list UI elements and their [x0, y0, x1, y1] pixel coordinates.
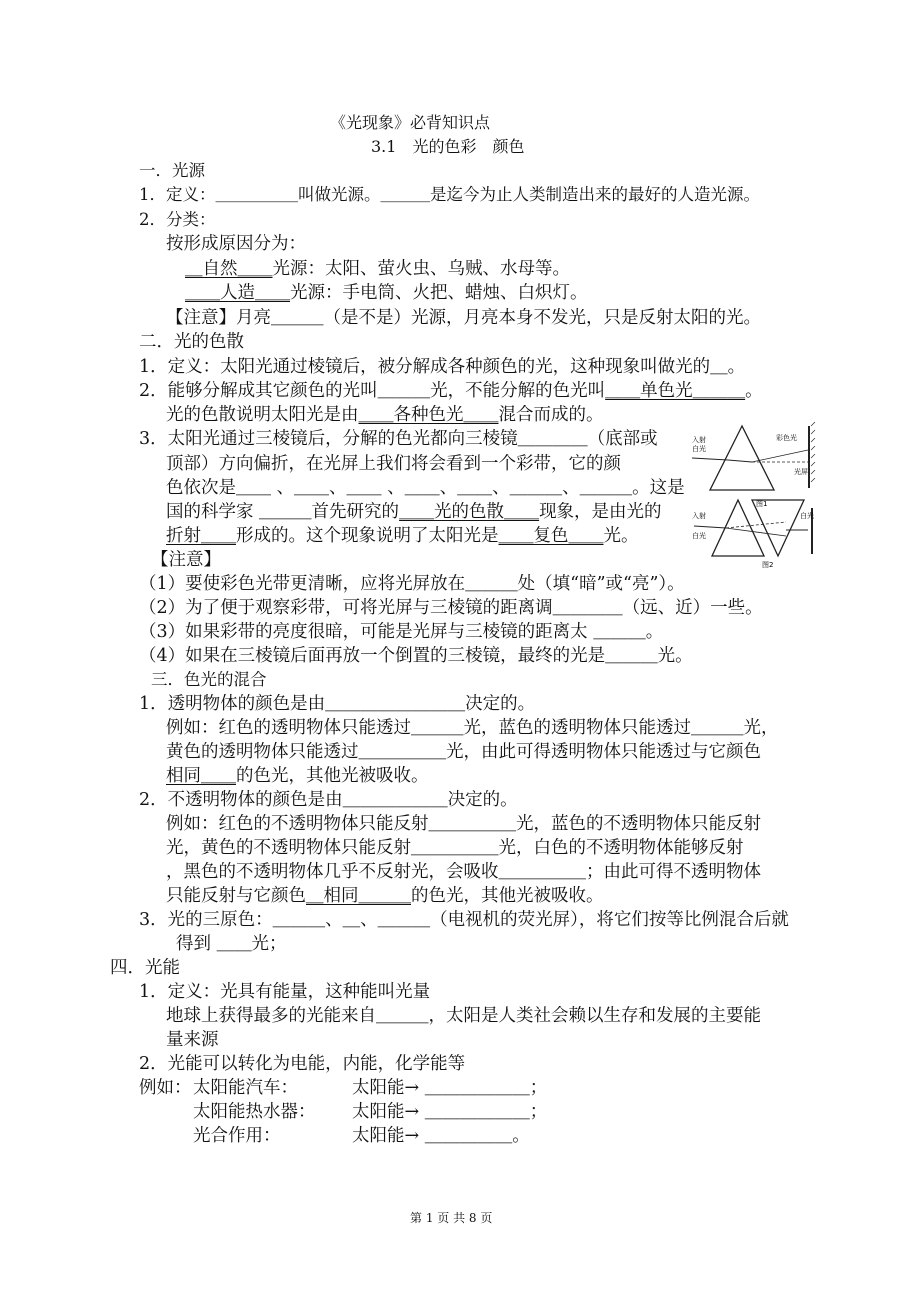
text-segment: 光源：手电筒、火把、蜡烛、白炽灯。 [290, 283, 588, 303]
figure-label: 入射 [692, 512, 706, 520]
answer-filled: ＿自然＿＿ [185, 259, 273, 279]
text-segment: 光的色散说明太阳光是由 [166, 405, 359, 425]
text-segment: 光源：太阳、萤火虫、乌贼、水母等。 [272, 259, 570, 279]
answer-filled: ＿＿单色光＿＿＿ [605, 381, 746, 401]
text-segment: 国的科学家 ＿＿＿首先研究的 [166, 502, 400, 522]
text-line: 量来源 [166, 1030, 219, 1050]
answer-blank: ＿＿＿＿＿＿ [424, 1078, 530, 1098]
text-line: 1．定义：＿＿＿＿＿叫做光源。＿＿＿是迄今为止人类制造出来的最好的人造光源。 [139, 185, 760, 204]
text-line: 2．光能可以转化为电能，内能，化学能等 [139, 1054, 466, 1074]
section-heading: 四．光能 [110, 958, 180, 978]
answer-filled: ＿＿光的色散＿＿ [399, 502, 540, 522]
text-line: 色依次是＿＿ 、＿＿、＿＿ 、＿＿、＿＿、＿＿＿、＿＿＿。这是 [166, 478, 685, 498]
figure-2 [692, 500, 814, 568]
text-line: 例如：红色的不透明物体只能反射＿＿＿＿＿光，蓝色的不透明物体只能反射 [166, 814, 761, 834]
figure-label: 彩色光 [776, 434, 797, 442]
example-name: 太阳能汽车： [193, 1078, 298, 1098]
text-line [166, 765, 429, 787]
prism-icon [710, 426, 774, 490]
text-segment: 太阳能→ [352, 1078, 420, 1098]
text-segment: 只能反射与它颜色 [166, 886, 306, 906]
figure-caption: 图2 [762, 561, 774, 568]
answer-filled: ＿相同＿＿＿ [306, 886, 411, 906]
text-line [352, 1077, 547, 1099]
text-segment: 。 [745, 381, 763, 401]
example-name: 光合作用： [193, 1126, 281, 1146]
text-line: 地球上获得最多的光能来自＿＿＿，太阳是人类社会赖以生存和发展的主要能 [166, 1006, 761, 1026]
answer-blank: ＿＿＿＿＿ [424, 1126, 513, 1146]
figure-1 [692, 422, 815, 508]
text-segment: 太阳能→ [352, 1102, 420, 1122]
text-line: 顶部）方向偏折，在光屏上我们将会看到一个彩带，它的颜 [166, 454, 621, 474]
note-line: （4）如果在三棱镜后面再放一个倒置的三棱镜，最终的光是＿＿＿光。 [139, 646, 693, 666]
text-line: 光，黄色的不透明物体只能反射＿＿＿＿＿光，白色的不透明物体能够反射 [166, 838, 744, 858]
text-line: 2．不透明物体的颜色是由＿＿＿＿＿＿决定的。 [139, 790, 518, 810]
text-segment: 现象，是由光的 [539, 502, 662, 522]
note-line: （2）为了便于观察彩带，可将光屏与三棱镜的距离调＿＿＿＿（远、近）一些。 [139, 598, 763, 618]
text-line: 得到 ＿＿光； [176, 934, 287, 954]
section-heading: 一．光源 [139, 161, 205, 180]
text-line: ，黑色的不透明物体几乎不反射光，会吸收＿＿＿＿＿；由此可得不透明物体 [166, 862, 761, 882]
text-line: 黄色的透明物体只能透过＿＿＿＿＿光，由此可得透明物体只能透过与它颜色 [166, 742, 761, 762]
text-line: 1．透明物体的颜色是由＿＿＿＿＿＿＿＿决定的。 [139, 694, 536, 714]
text-segment: 2．能够分解成其它颜色的光叫＿＿＿光，不能分解的色光叫 [139, 381, 606, 401]
answer-filled: 相同＿＿ [166, 766, 236, 786]
text-line: 1．定义：太阳光通过棱镜后，被分解成各种颜色的光，这种现象叫做光的＿。 [139, 357, 746, 377]
text-segment: 。 [512, 1126, 530, 1146]
example-name: 太阳能热水器： [193, 1102, 316, 1122]
text-line [139, 380, 763, 402]
answer-blank: ＿＿＿＿＿＿ [424, 1102, 530, 1122]
note-line: 【注意】月亮＿＿＿（是不是）光源，月亮本身不发光，只是反射太阳的光。 [166, 308, 761, 328]
dispersed-ray [752, 450, 808, 462]
figure-caption: 图1 [756, 500, 768, 508]
text-line: 2．分类： [139, 210, 216, 229]
figure-label: 白光 [692, 445, 706, 453]
text-segment: 光。 [603, 526, 639, 546]
page-footer: 第 1 页 共 8 页 [410, 1211, 493, 1225]
section-heading: 三．色光的混合 [151, 670, 267, 689]
figure-label: 白光 [800, 512, 814, 520]
text-line [166, 885, 604, 907]
text-segment: ； [529, 1102, 548, 1122]
answer-filled: 折射＿＿ [166, 526, 236, 546]
text-line: 3．光的三原色：＿＿＿、＿、＿＿＿（电视机的荧光屏），将它们按等比例混合后就 [139, 910, 789, 930]
note-line: （1）要使彩色光带更清晰，应将光屏放在＿＿＿处（填“暗”或“亮”）。 [139, 574, 685, 594]
text-line: 例如：红色的透明物体只能透过＿＿＿光，蓝色的透明物体只能透过＿＿＿光， [166, 718, 779, 738]
incident-ray [692, 458, 728, 460]
text-line: 3．太阳光通过三棱镜后，分解的色光都向三棱镜＿＿＿＿（底部或 [139, 429, 658, 449]
refracted-ray [728, 460, 752, 462]
text-line [185, 282, 588, 304]
text-line [166, 525, 639, 547]
text-segment: 的色光，其他光被吸收。 [236, 766, 429, 786]
example-label: 例如： [139, 1078, 192, 1098]
text-segment: 太阳能→ [352, 1126, 420, 1146]
text-segment: 的色光，其他光被吸收。 [411, 886, 604, 906]
text-line [166, 501, 662, 523]
figure-label: 入射 [692, 436, 706, 444]
text-line [352, 1125, 530, 1147]
page-subtitle: 3.1 光的色彩 颜色 [371, 137, 525, 156]
figure-label: 白光 [692, 532, 706, 540]
text-line: 1．定义：光具有能量，这种能叫光量 [139, 982, 431, 1002]
figure-label: 光屏 [794, 468, 808, 476]
text-line [352, 1101, 547, 1123]
note-heading: 【注意】 [151, 550, 221, 570]
answer-filled: ＿＿复色＿＿ [498, 526, 604, 546]
answer-filled: ＿＿人造＿＿ [185, 283, 290, 303]
text-line [185, 258, 570, 280]
text-line: 按形成原因分为： [166, 234, 306, 254]
text-line [166, 404, 604, 426]
text-segment: ； [529, 1078, 548, 1098]
section-heading: 二．光的色散 [139, 332, 244, 352]
answer-filled: ＿＿各种色光＿＿ [358, 405, 499, 425]
page-title: 《光现象》必背知识点 [330, 113, 491, 132]
note-line: （3）如果彩带的亮度很暗，可能是光屏与三棱镜的距离太 ＿＿＿。 [139, 622, 664, 642]
text-segment: 形成的。这个现象说明了太阳光是 [236, 526, 499, 546]
prism-diagram [690, 418, 825, 568]
text-segment: 混合而成的。 [498, 405, 604, 425]
